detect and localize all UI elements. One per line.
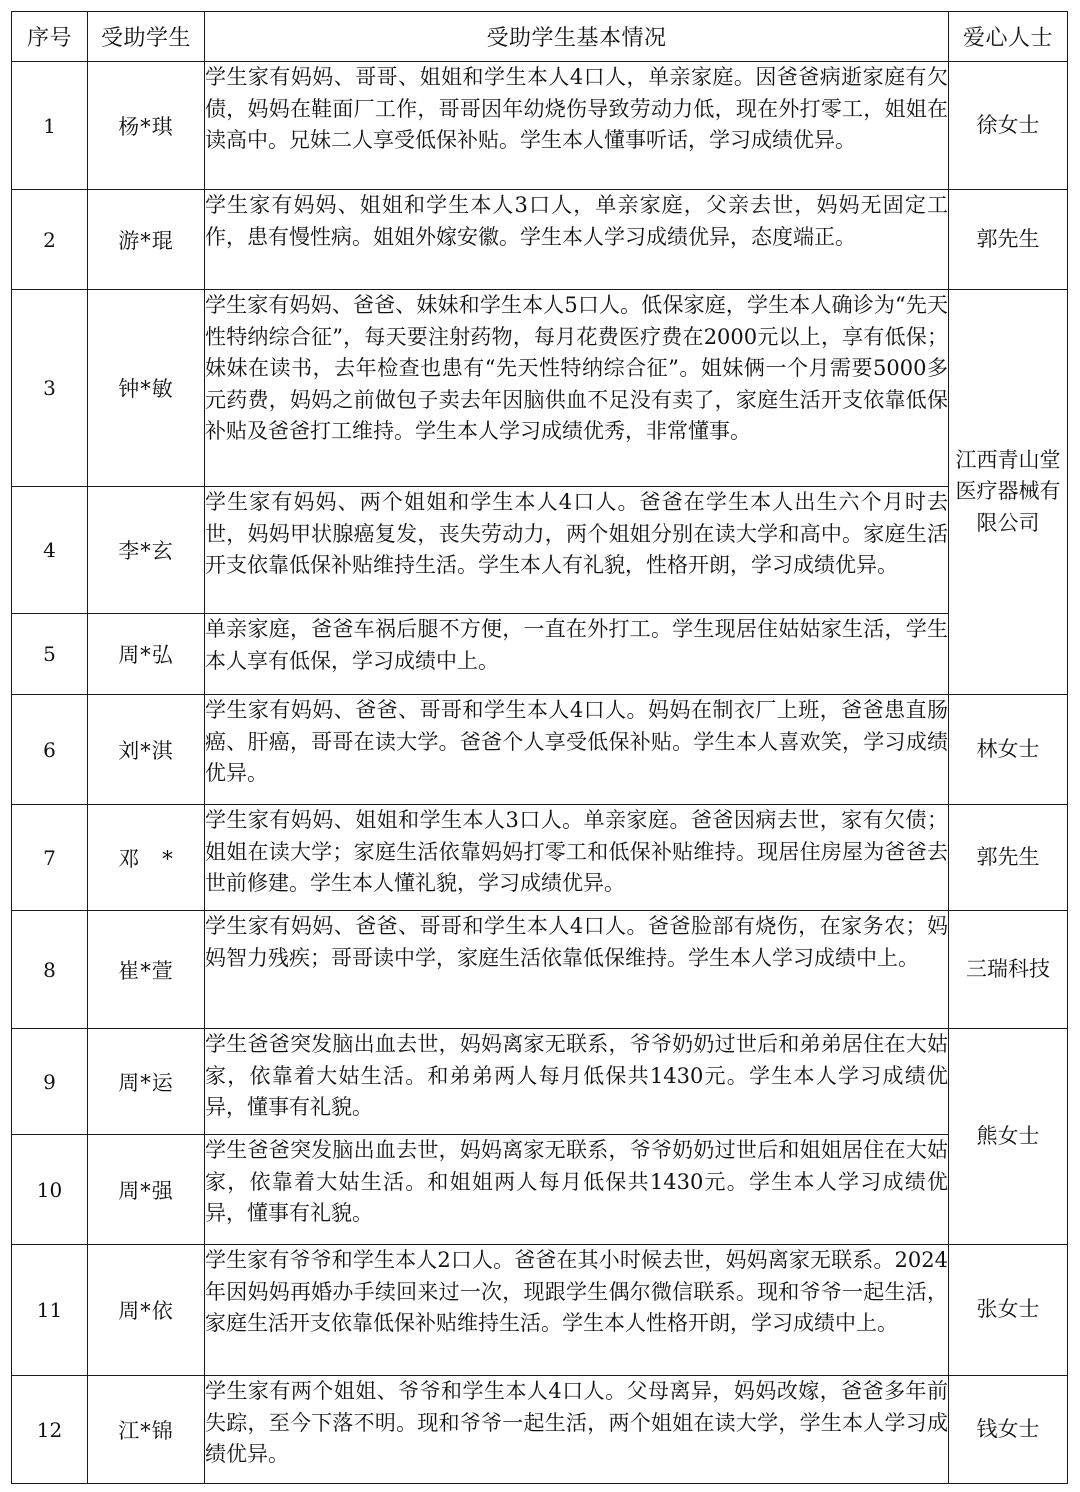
student-situation: 学生家有妈妈、哥哥、姐姐和学生本人4口人，单亲家庭。因爸爸病逝家庭有欠债，妈妈在鞋面厂工作，哥哥因年幼烧伤导致劳动力低，现在外打零工，姐姐在读高中。兄妹二人享受低保补贴。学生本人懂事听话，学习成绩优异。 [205, 62, 949, 190]
student-situation: 学生爸爸突发脑出血去世，妈妈离家无联系，爷爷奶奶过世后和姐姐居住在大姑家，依靠着大姑生活。和姐姐两人每月低保共1430元。学生本人学习成绩优异，懂事有礼貌。 [205, 1135, 949, 1245]
row-number: 12 [12, 1376, 88, 1484]
row-number: 3 [12, 290, 88, 487]
table-row [12, 487, 1068, 614]
student-situation: 学生家有爷爷和学生本人2口人。爸爸在其小时候去世，妈妈离家无联系。2024年因妈妈再婚办手续回来过一次，现跟学生偶尔微信联系。现和爷爷一起生活，家庭生活开支依靠低保补贴维持生活。学生本人性格开朗，学习成绩中上。 [205, 1245, 949, 1376]
student-situation: 学生家有妈妈、姐姐和学生本人3口人，单亲家庭，父亲去世，妈妈无固定工作，患有慢性病。姐姐外嫁安徽。学生本人学习成绩优异，态度端正。 [205, 190, 949, 290]
header-situation: 受助学生基本情况 [205, 12, 949, 62]
donor-name: 熊女士 [949, 1029, 1068, 1245]
student-situation: 学生家有妈妈、两个姐姐和学生本人4口人。爸爸在学生本人出生六个月时去世，妈妈甲状腺癌复发，丧失劳动力，两个姐姐分别在读大学和高中。家庭生活开支依靠低保补贴维持生活。学生本人有礼貌，性格开朗，学习成绩优异。 [205, 487, 949, 614]
row-number: 5 [12, 614, 88, 695]
donor-name: 郭先生 [949, 805, 1068, 911]
table-row [12, 290, 1068, 487]
student-name: 崔*萱 [88, 911, 205, 1029]
row-number: 1 [12, 62, 88, 190]
table-row [12, 1135, 1068, 1245]
student-situation: 学生家有妈妈、爸爸、哥哥和学生本人4口人。爸爸脸部有烧伤，在家务农；妈妈智力残疾；哥哥读中学，家庭生活依靠低保维持。学生本人学习成绩中上。 [205, 911, 949, 1029]
student-name: 周*运 [88, 1029, 205, 1135]
student-situation: 学生家有妈妈、爸爸、哥哥和学生本人4口人。妈妈在制衣厂上班，爸爸患直肠癌、肝癌，哥哥在读大学。爸爸个人享受低保补贴。学生本人喜欢笑，学习成绩优异。 [205, 695, 949, 805]
aid-students-table [11, 11, 1068, 1484]
row-number: 2 [12, 190, 88, 290]
student-name: 邓 * [88, 805, 205, 911]
donor-name: 三瑞科技 [949, 911, 1068, 1029]
table-row [12, 695, 1068, 805]
table-row [12, 1029, 1068, 1135]
student-name: 周*强 [88, 1135, 205, 1245]
header-donor: 爱心人士 [949, 12, 1068, 62]
student-situation: 学生家有两个姐姐、爷爷和学生本人4口人。父母离异，妈妈改嫁，爸爸多年前失踪，至今下落不明。现和爷爷一起生活，两个姐姐在读大学，学生本人学习成绩优异。 [205, 1376, 949, 1484]
row-number: 6 [12, 695, 88, 805]
student-situation: 单亲家庭，爸爸车祸后腿不方便，一直在外打工。学生现居住姑姑家生活，学生本人享有低保，学习成绩中上。 [205, 614, 949, 695]
table-row [12, 614, 1068, 695]
table-row [12, 911, 1068, 1029]
donor-name: 张女士 [949, 1245, 1068, 1376]
row-number: 9 [12, 1029, 88, 1135]
row-number: 7 [12, 805, 88, 911]
student-situation: 学生爸爸突发脑出血去世，妈妈离家无联系，爷爷奶奶过世后和弟弟居住在大姑家，依靠着大姑生活。和弟弟两人每月低保共1430元。学生本人学习成绩优异，懂事有礼貌。 [205, 1029, 949, 1135]
donor-name: 钱女士 [949, 1376, 1068, 1484]
table-row [12, 805, 1068, 911]
student-name: 周*依 [88, 1245, 205, 1376]
student-name: 刘*淇 [88, 695, 205, 805]
donor-name: 郭先生 [949, 190, 1068, 290]
row-number: 4 [12, 487, 88, 614]
row-number: 11 [12, 1245, 88, 1376]
student-situation: 学生家有妈妈、爸爸、妹妹和学生本人5口人。低保家庭，学生本人确诊为“先天性特纳综合征”，每天要注射药物，每月花费医疗费在2000元以上，享有低保；妹妹在读书，去年检查也患有“先天性特纳综合征”。姐妹俩一个月需要5000多元药费，妈妈之前做包子卖去年因脑供血不足没有卖了，家庭生活开支依靠低保补贴及爸爸打工维持。学生本人学习成绩优秀，非常懂事。 [205, 290, 949, 487]
donor-name: 林女士 [949, 695, 1068, 805]
table-row [12, 62, 1068, 190]
student-name: 杨*琪 [88, 62, 205, 190]
table-row [12, 190, 1068, 290]
student-name: 李*玄 [88, 487, 205, 614]
student-name: 江*锦 [88, 1376, 205, 1484]
donor-name: 江西青山堂医疗器械有限公司 [949, 290, 1068, 695]
student-situation: 学生家有妈妈、姐姐和学生本人3口人。单亲家庭。爸爸因病去世，家有欠债；姐姐在读大学；家庭生活依靠妈妈打零工和低保补贴维持。现居住房屋为爸爸去世前修建。学生本人懂礼貌，学习成绩优异。 [205, 805, 949, 911]
row-number: 8 [12, 911, 88, 1029]
table-row [12, 1376, 1068, 1484]
donor-name: 徐女士 [949, 62, 1068, 190]
student-name: 游*琨 [88, 190, 205, 290]
table-row [12, 1245, 1068, 1376]
header-no: 序号 [12, 12, 88, 62]
table-header-row [12, 12, 1068, 62]
header-student: 受助学生 [88, 12, 205, 62]
student-name: 周*弘 [88, 614, 205, 695]
row-number: 10 [12, 1135, 88, 1245]
student-name: 钟*敏 [88, 290, 205, 487]
